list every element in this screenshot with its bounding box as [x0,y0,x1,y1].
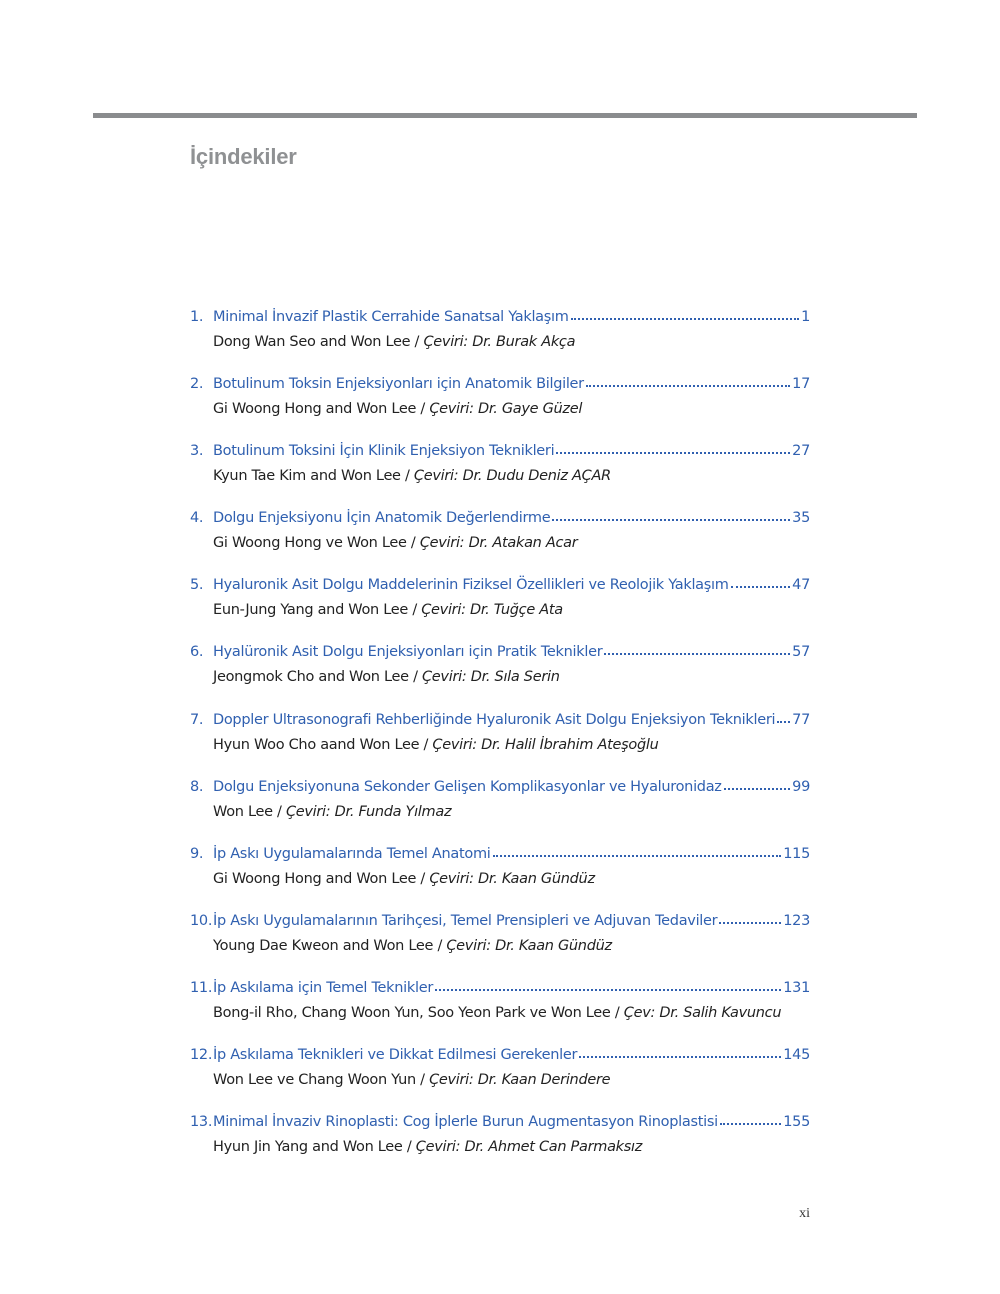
chapter-number: 5. [190,577,204,594]
toc-entry [190,1112,810,1179]
authors: Won Lee / [213,803,286,820]
toc-entry-title-line[interactable] [190,844,810,865]
chapter-title[interactable]: İp Askı Uygulamalarında Temel Anatomi [213,845,491,862]
toc-entry [190,710,810,777]
toc-entry-title-line[interactable] [190,1045,810,1066]
toc-entry [190,307,810,374]
header-rule [93,113,917,118]
toc-entry-title-line[interactable] [190,978,810,999]
page-number: 145 [783,1047,810,1064]
authors: Jeongmok Cho and Won Lee / [213,669,422,686]
dot-leader [435,978,781,992]
toc-entry-title-line[interactable] [190,710,810,731]
dot-leader [604,642,790,656]
dot-leader [720,1112,781,1126]
author-line [190,535,810,555]
chapter-title[interactable]: Dolgu Enjeksiyonu İçin Anatomik Değerlendirme [213,510,551,527]
chapter-title[interactable]: Hyaluronik Asit Dolgu Maddelerinin Fiziksel Özellikleri ve Reolojik Yaklaşım [213,577,729,594]
toc-entry [190,978,810,1045]
author-line [190,602,810,622]
chapter-title[interactable]: Hyalüronik Asit Dolgu Enjeksiyonları için Pratik Teknikler [213,644,603,661]
translator: Çeviri: Dr. Burak Akça [423,334,576,350]
authors: Gi Woong Hong ve Won Lee / [213,535,420,552]
authors: Hyun Jin Yang and Won Lee / [213,1139,416,1156]
page-number: 17 [792,376,810,393]
authors: Gi Woong Hong and Won Lee / [213,401,430,418]
chapter-number: 3. [190,443,204,460]
page-number: 35 [792,510,810,527]
author-line [190,1072,810,1092]
author-line [190,737,810,757]
author-line [190,468,810,488]
toc-entry-title-line[interactable] [190,374,810,395]
author-line [190,871,810,891]
chapter-number: 11. [190,979,213,996]
translator: Çeviri: Dr. Atakan Acar [419,535,578,552]
authors: Bong-il Rho, Chang Woon Yun, Soo Yeon Park ve Won Lee / [213,1004,624,1021]
authors: Gi Woong Hong and Won Lee / [213,870,430,887]
chapter-title[interactable]: Minimal İnvaziv Rinoplasti: Cog İplerle Burun Augmentasyon Rinoplastisi [213,1114,718,1131]
toc-entry [190,508,810,575]
toc-entry-title-line[interactable] [190,575,810,596]
page-number: 47 [792,577,810,594]
author-line [190,401,810,421]
toc-entry-title-line[interactable] [190,911,810,932]
dot-leader [571,307,799,321]
translator: Çeviri: Dr. Kaan Derindere [429,1072,611,1089]
page-number: 99 [792,778,810,795]
chapter-title[interactable]: İp Askı Uygulamalarının Tarihçesi, Temel Prensipleri ve Adjuvan Tedaviler [213,912,718,929]
toc-entry [190,844,810,911]
dot-leader [724,777,791,791]
toc-entry [190,441,810,508]
toc-entry-title-line[interactable] [190,642,810,663]
dot-leader [777,710,790,724]
translator: Çeviri: Dr. Ahmet Can Parmaksız [415,1139,643,1156]
chapter-title[interactable]: Botulinum Toksini İçin Klinik Enjeksiyon Teknikleri [213,443,555,460]
author-line [190,938,810,958]
page-number: 123 [783,912,810,929]
chapter-title[interactable]: İp Askılama için Temel Teknikler [213,979,433,996]
translator: Çeviri: Dr. Kaan Gündüz [429,870,595,887]
chapter-number: 12. [190,1047,213,1064]
dot-leader [586,374,790,388]
author-line [190,1139,810,1159]
chapter-title[interactable]: Botulinum Toksin Enjeksiyonları için Anatomik Bilgiler [213,376,584,393]
dot-leader [719,911,781,925]
dot-leader [731,575,791,589]
authors: Young Dae Kweon and Won Lee / [213,937,447,954]
toc-entry [190,575,810,642]
page-number: 77 [792,711,810,728]
page-folio: xi [799,1206,810,1221]
chapter-title[interactable]: İp Askılama Teknikleri ve Dikkat Edilmesi Gerekenler [213,1047,578,1064]
toc-entry [190,642,810,709]
chapter-title[interactable]: Dolgu Enjeksiyonuna Sekonder Gelişen Komplikasyonlar ve Hyaluronidaz [213,778,722,795]
translator: Çeviri: Dr. Tuğçe Ata [421,602,563,619]
translator: Çeviri: Dr. Funda Yılmaz [285,803,452,820]
author-line [190,1005,810,1025]
translator: Çev: Dr. Salih Kavuncu [623,1004,782,1021]
chapter-number: 6. [190,644,204,661]
translator: Çeviri: Dr. Gaye Güzel [429,401,583,418]
toc-entry-title-line[interactable] [190,1112,810,1133]
chapter-number: 1. [190,309,204,325]
toc-entry-title-line[interactable] [190,777,810,798]
chapter-number: 10. [190,912,213,929]
chapter-title[interactable]: Doppler Ultrasonografi Rehberliğinde Hyaluronik Asit Dolgu Enjeksiyon Teknikleri [213,711,776,728]
page-number: 131 [783,979,810,996]
toc-entry [190,777,810,844]
chapter-number: 7. [190,711,204,728]
chapter-number: 8. [190,778,204,795]
chapter-number: 2. [190,376,204,393]
authors: Won Lee ve Chang Woon Yun / [213,1072,430,1089]
chapter-number: 4. [190,510,204,527]
page-number: 27 [792,443,810,460]
translator: Çeviri: Dr. Kaan Gündüz [446,937,612,954]
dot-leader [556,441,790,455]
toc-entry [190,374,810,441]
author-line [190,334,810,354]
authors: Kyun Tae Kim and Won Lee / [213,468,414,485]
author-line [190,804,810,824]
chapter-number: 13. [190,1114,213,1131]
toc-entry-title-line[interactable] [190,441,810,462]
toc-entry [190,1045,810,1112]
authors: Dong Wan Seo and Won Lee / [213,334,424,350]
translator: Çeviri: Dr. Sıla Serin [421,669,560,686]
table-of-contents [190,307,810,1179]
page-number: 1 [801,309,810,325]
dot-leader [493,844,782,858]
dot-leader [579,1045,781,1059]
toc-entry [190,911,810,978]
translator: Çeviri: Dr. Dudu Deniz AÇAR [413,468,611,485]
chapter-number: 9. [190,845,204,862]
dot-leader [552,508,790,522]
toc-entry-title-line[interactable] [190,307,810,328]
authors: Hyun Woo Cho aand Won Lee / [213,736,433,753]
page-number: 155 [783,1114,810,1131]
page-title: İçindekiler [190,144,297,169]
chapter-title[interactable]: Minimal İnvazif Plastik Cerrahide Sanatsal Yaklaşım [213,309,569,325]
page-number: 115 [783,845,810,862]
toc-entry-title-line[interactable] [190,508,810,529]
page-number: 57 [792,644,810,661]
authors: Eun-Jung Yang and Won Lee / [213,602,422,619]
author-line [190,669,810,689]
translator: Çeviri: Dr. Halil İbrahim Ateşoğlu [432,736,659,753]
